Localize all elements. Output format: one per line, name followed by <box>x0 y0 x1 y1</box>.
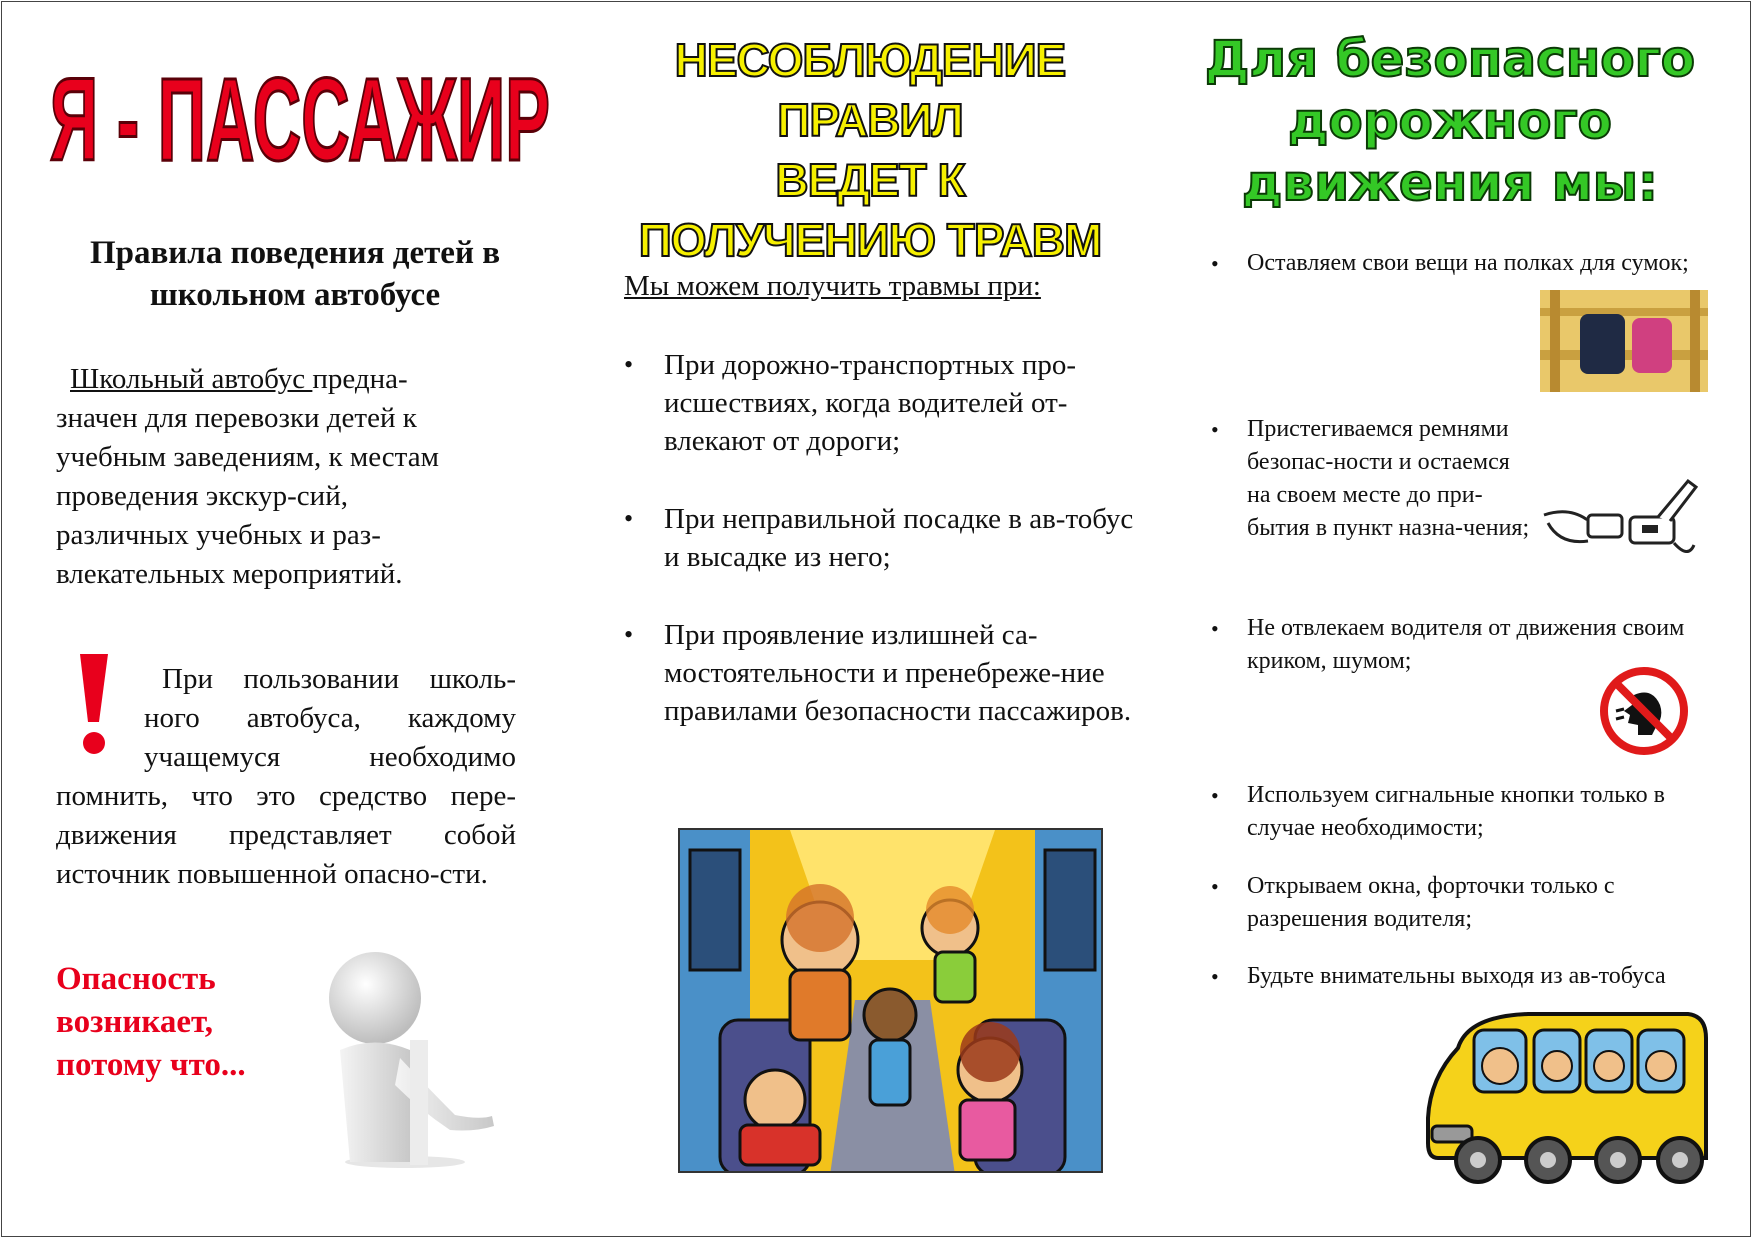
safety-item-6: • Будьте внимательны выходя из ав-тобуса <box>1247 960 1692 993</box>
luggage-shelf-photo <box>1540 290 1708 392</box>
middle-title-line-1: НЕСОБЛЮДЕНИЕ ПРАВИЛ <box>674 34 1066 146</box>
main-title-text: Я - ПАССАЖИР <box>50 54 550 180</box>
pointing-figure-icon <box>280 940 520 1170</box>
seatbelt-text: • Пристегиваемся ремнями безопас-ности и остаемся на своем месте до при-бытия в пункт назна-чения; <box>1247 416 1530 541</box>
list-item: • При проявление излишней са-мостоятельности и пренебреже-ние правилами безопасности пассажиров. <box>620 616 1140 730</box>
middle-title-line-2: ВЕДЕТ К <box>775 154 965 206</box>
middle-title-line-3: ПОЛУЧЕНИЮ ТРАВМ <box>638 214 1102 266</box>
school-bus-term: Школьный автобус <box>70 363 313 395</box>
safety-item-1: • Оставляем свои вещи на полках для сумок; <box>1247 247 1692 280</box>
school-bus-icon <box>1418 1008 1710 1198</box>
danger-heading: Опасность возникает, потому что... <box>56 961 246 1083</box>
right-title-line-2: дорожного <box>1288 92 1612 150</box>
injury-list <box>620 346 1140 770</box>
list-item: • При дорожно-транспортных про-исшествиях, когда водителей от-влекают от дороги; <box>620 346 1140 460</box>
left-subtitle: Правила поведения детей в школьном автобусе <box>89 235 501 313</box>
bus-interior-illustration <box>678 828 1103 1173</box>
main-title <box>40 30 560 180</box>
safety-item-4: • Используем сигнальные кнопки только в случае необходимости; <box>1247 779 1692 845</box>
seatbelt-icon <box>1538 475 1698 565</box>
list-item: • При неправильной посадке в ав-тобус и высадке из него; <box>620 500 1140 576</box>
intro-paragraph-body: значен для перевозки детей к учебным заведениям, к местам проведения экскур-сий, различных учебных и раз-влекательных мероприятий. <box>56 402 439 590</box>
no-noise-icon <box>1598 665 1690 757</box>
warning-paragraph-text: При пользовании школь-ного автобуса, каждому учащемуся необходимо помнить, что это средство пере-движения представляет собой источник повышенной опасно-сти. <box>56 663 516 890</box>
warning-paragraph <box>56 660 516 894</box>
right-title <box>1180 28 1720 214</box>
safety-item-3: • Не отвлекаем водителя от движения своим криком, шумом; <box>1247 612 1692 678</box>
right-title-line-1: Для безопасного <box>1204 30 1696 88</box>
middle-title <box>600 30 1140 270</box>
intro-first-line-rest: предна- <box>312 363 408 395</box>
injury-intro: Мы можем получить травмы при: <box>624 270 1041 302</box>
right-title-line-3: движения мы: <box>1242 154 1658 212</box>
safety-item-5: • Открываем окна, форточки только с разрешения водителя; <box>1247 870 1692 936</box>
intro-paragraph <box>56 360 486 594</box>
